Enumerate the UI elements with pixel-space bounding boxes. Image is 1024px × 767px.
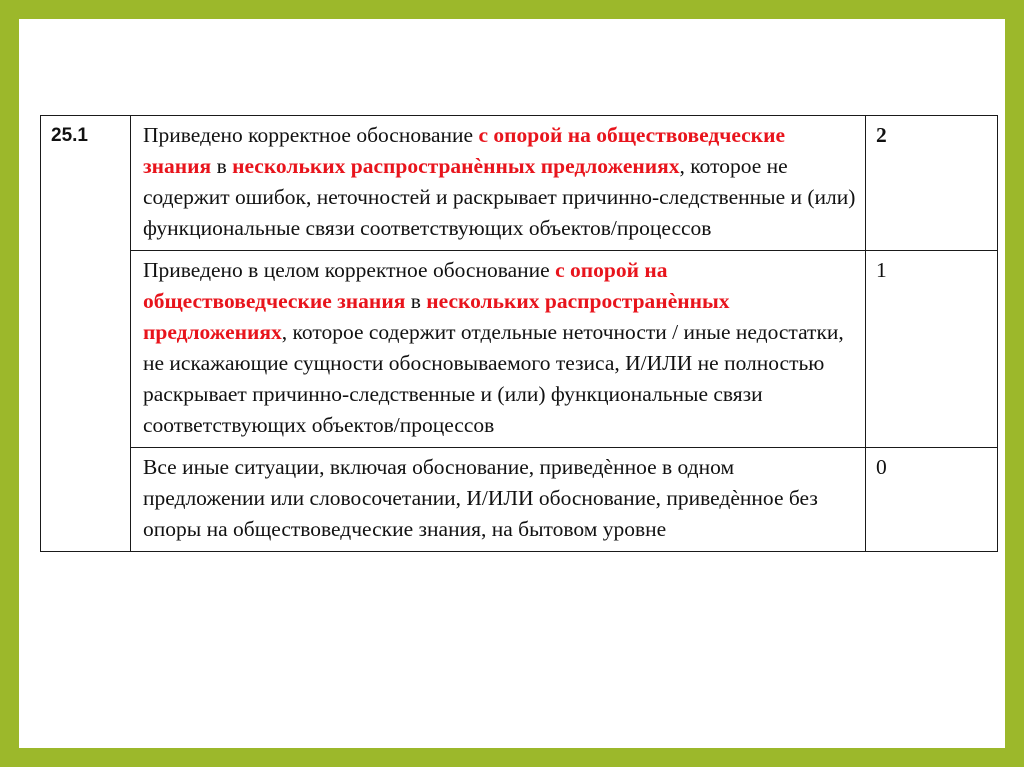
score-value: 0: [876, 455, 887, 479]
task-number-cell: [41, 116, 131, 552]
criteria-table: [40, 115, 998, 552]
criterion-description: [131, 448, 866, 552]
criterion-text: Все иные ситуации, включая обоснование, приведѐнное в одном предложении или словосочетании, И/ИЛИ обоснование, приведѐнное без опоры на обществоведческие знания, на бытовом уровне: [143, 455, 818, 541]
criterion-highlight: нескольких распространѐнных предложениях: [143, 289, 730, 344]
table-row: [41, 116, 998, 251]
criterion-text: , которое не содержит ошибок, неточностей и раскрывает причинно-следственные и (или) функциональные связи соответствующих объектов/процессов: [143, 154, 856, 240]
score-value: 1: [876, 258, 887, 282]
criterion-text: Приведено в целом корректное обоснование: [143, 258, 556, 282]
score-cell: [866, 448, 998, 552]
slide-area: [19, 19, 1005, 748]
criterion-highlight: с опорой на обществоведческие знания: [143, 123, 786, 178]
criterion-highlight: нескольких распространѐнных предложениях: [232, 154, 680, 178]
score-cell: [866, 116, 998, 251]
table-row: [41, 251, 998, 448]
criterion-text: , которое содержит отдельные неточности / иные недостатки, не искажающие сущности обосновываемого тезиса, И/ИЛИ не полностью раскрывает причинно-следственные и (или) функциональные связи соответствующих объектов/процессов: [143, 320, 844, 437]
criterion-text: в: [211, 154, 233, 178]
score-value: 2: [876, 123, 887, 147]
criterion-text: Приведено корректное обоснование: [143, 123, 479, 147]
criterion-description: [131, 116, 866, 251]
table-row: [41, 448, 998, 552]
task-number: 25.1: [51, 125, 88, 146]
criterion-description: [131, 251, 866, 448]
score-cell: [866, 251, 998, 448]
criterion-text: в: [405, 289, 427, 313]
criterion-highlight: с опорой на обществоведческие знания: [143, 258, 668, 313]
